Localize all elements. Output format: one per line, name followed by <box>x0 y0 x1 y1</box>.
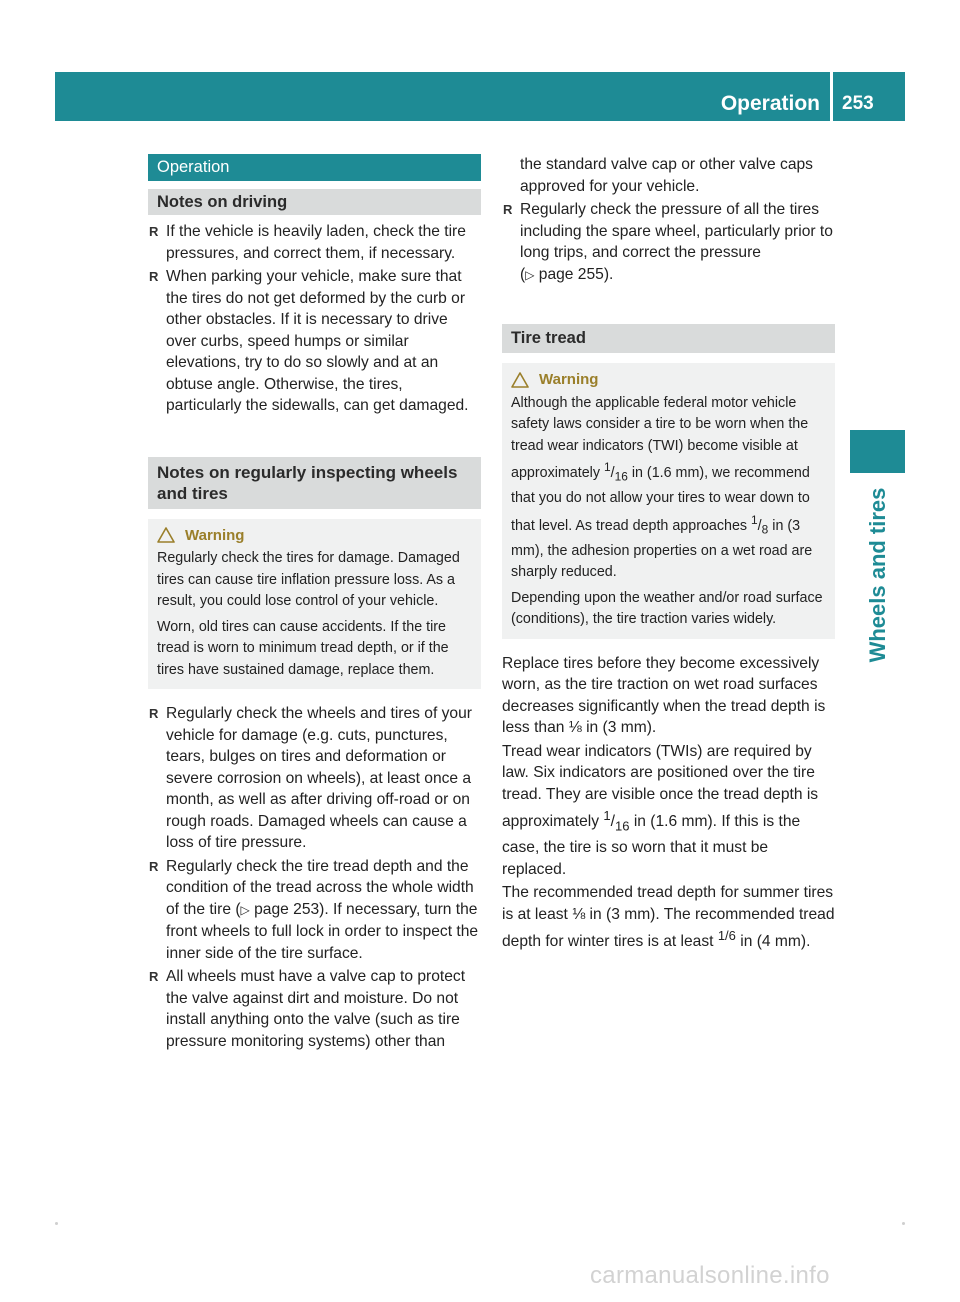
warning-box <box>148 519 481 690</box>
warning-title-text: Warning <box>185 526 245 544</box>
warning-text-part: in (3 mm), the adhesion properties on a wet road are sharply reduced. <box>511 517 813 581</box>
chapter-tab-marker <box>850 430 905 473</box>
fraction-numerator: 1 <box>603 460 611 474</box>
warning-text: Although the applicable federal motor vehicle safety laws consider a tire to be worn when the tread wear indicators (TWI) become visible at approximately $^1/_{16}$ in (1.6 mm), we recommend that you do not allow your tires to wear down to that level. As tread depth approaches $^1/_8$ in (3 mm), the adhesion properties on a wet road are sharply reduced. <box>511 394 813 581</box>
paragraph <box>502 882 835 953</box>
page-reference-link[interactable]: page 255 <box>538 265 604 283</box>
right-column <box>502 154 835 955</box>
list-item: R When parking your vehicle, make sure that the tires do not get deformed by the curb or other obstacles. If it is necessary to drive over curbs, speed humps or similar elevations, try to do so slowly and at an obtuse angle. Otherwise, the tires, particularly the sidewalls, can get damaged. <box>148 266 481 417</box>
page-ref-arrow-icon: ▷ <box>240 902 250 917</box>
fraction-denominator: 8 <box>761 522 769 537</box>
page-ref-arrow-icon: ▷ <box>525 267 535 282</box>
warning-title <box>511 369 826 391</box>
warning-title <box>157 525 472 547</box>
warning-text: Worn, old tires can cause accidents. If the tire tread is worn to minimum tread depth, or if the tires have sustained damage, replace them. <box>157 618 449 678</box>
fraction: 1/6 <box>717 928 736 944</box>
list-item: R If the vehicle is heavily laden, check the tire pressures, and correct them, if necessary. <box>148 221 481 264</box>
list-item-text: ). If necessary, turn the front wheels to full lock in order to inspect the inner side of the tire surface. <box>166 900 479 962</box>
paragraph-text: in (4 mm). <box>740 933 811 951</box>
warning-text-part: in (1.6 mm), we recommend that you do not allow your tires to wear down to that level. As tread depth approaches <box>511 464 810 534</box>
paragraph-text: in (1.6 mm). If this is the case, the tire is so worn that it must be replaced. <box>502 813 801 878</box>
warning-box <box>502 363 835 639</box>
watermark: carmanualsonline.info <box>590 1262 830 1289</box>
fraction-numerator: 1 <box>751 512 758 527</box>
paragraph: Replace tires before they become excessively worn, as the tire traction on wet road surfaces decreases significantly when the tread depth is less than ⅛ in (3 mm). <box>502 654 826 737</box>
list-item <box>502 199 835 286</box>
warning-text-part: Although the applicable federal motor vehicle safety laws consider a tire to be worn when the tread wear indicators (TWI) become visible at approximately <box>511 394 809 481</box>
header-section-title: Operation <box>720 92 820 115</box>
fraction-denominator: 16 <box>614 469 628 484</box>
chapter-tab-label: Wheels and tires <box>864 487 890 663</box>
heading-inspecting-wheels: Notes on regularly inspecting wheels and tires <box>148 457 481 509</box>
heading-notes-on-driving: Notes on driving <box>148 189 481 215</box>
warning-triangle-icon <box>511 372 529 388</box>
left-column <box>148 154 481 1054</box>
chapter-tab <box>850 480 905 670</box>
list-item-text: ( <box>520 265 526 283</box>
list-item-text: Regularly check the tire tread depth and the condition of the tread across the whole width of the tire ( <box>166 857 474 918</box>
section-bar: Operation <box>148 154 481 181</box>
list-item: R All wheels must have a valve cap to protect the valve against dirt and moisture. Do not install anything onto the valve (such as tire pressure monitoring systems) other than <box>148 966 481 1052</box>
list-item: R Regularly check the wheels and tires of your vehicle for damage (e.g. cuts, punctures, tears, bulges on tires and deformation or severe corrosion on wheels), at least once a month, as well as after driving off-road or on rough roads. Damaged wheels can cause a loss of tire pressure. <box>148 703 481 854</box>
list-item-text: ). <box>603 265 614 283</box>
warning-text: Depending upon the weather and/or road surface (conditions), the tire traction varies widely. <box>511 589 823 628</box>
header-divider <box>830 72 833 121</box>
list-item-text: Regularly check the pressure of all the tires including the spare wheel, particularly prior to long trips, and correct the pressure <box>520 201 833 261</box>
warning-triangle-icon <box>157 527 175 543</box>
fraction-numerator: 1 <box>603 808 611 824</box>
paragraph-text: Tread wear indicators (TWIs) are required by law. Six indicators are positioned over the tire tread. They are visible once the tread depth is approximately <box>502 742 819 831</box>
fraction-denominator: 16 <box>615 818 630 834</box>
warning-title-text: Warning <box>539 371 599 388</box>
crop-mark <box>55 1222 58 1225</box>
paragraph: Tread wear indicators (TWIs) are required by law. Six indicators are positioned over the tire tread. They are visible once the tread depth is approximately $^1/_{16}$ in (1.6 mm). If this is the case, the tire is so worn that it must be replaced. <box>502 742 819 878</box>
heading-tire-tread: Tire tread <box>502 324 835 353</box>
page-number: 253 <box>842 93 874 114</box>
page-reference-link[interactable]: page 253 <box>254 900 320 918</box>
list-item <box>148 856 481 965</box>
crop-mark <box>902 1222 905 1225</box>
warning-text: Regularly check the tires for damage. Damaged tires can cause tire inflation pressure loss. As a result, you could lose control of your vehicle. <box>157 550 460 609</box>
paragraph-text: The recommended tread depth for summer tires is at least ⅛ in (3 mm). The recommended tread depth for winter tires is at least <box>502 884 835 951</box>
continued-text: the standard valve cap or other valve caps approved for your vehicle. <box>520 156 813 195</box>
